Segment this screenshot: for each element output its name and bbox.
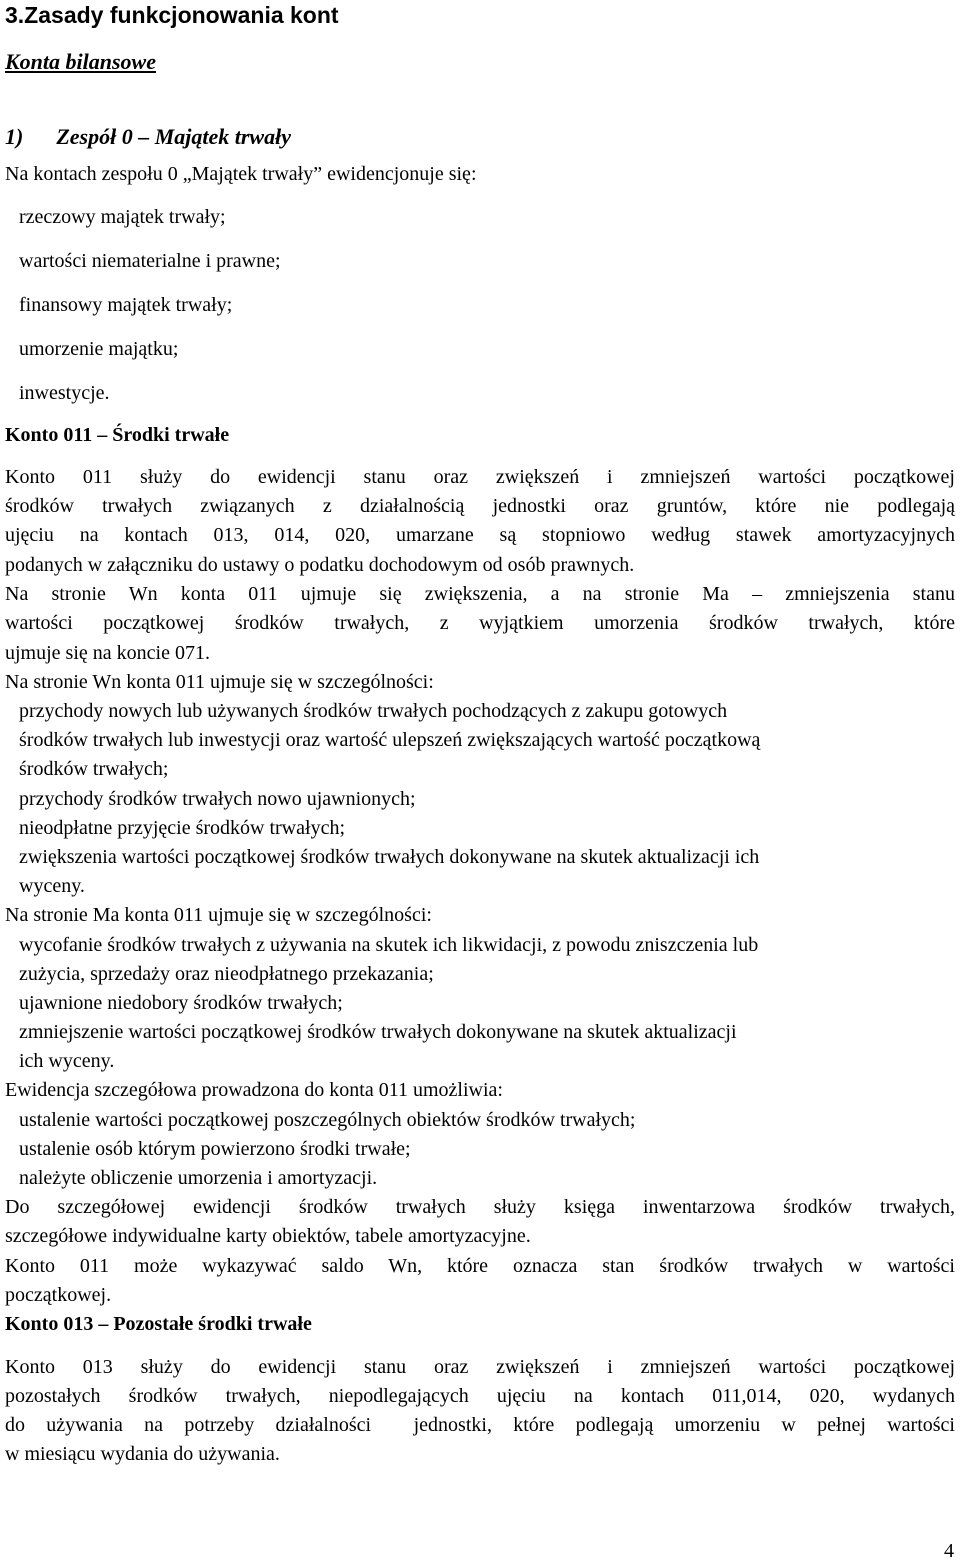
detail-item: należyte obliczenie umorzenia i amortyzacji.	[19, 1167, 378, 1189]
konto-013-heading: Konto 013 – Pozostałe środki trwałe	[5, 1313, 312, 1335]
wn-item: środków trwałych lub inwestycji oraz wartość ulepszeń zwiększających wartość początkową	[19, 729, 761, 751]
konto-013-p1-line: w miesiącu wydania do używania.	[5, 1443, 280, 1465]
wn-item: wyceny.	[19, 875, 85, 897]
konto-011-p2-line: wartości początkowej środków trwałych, z wyjątkiem umorzenia środków trwałych, które	[5, 612, 955, 634]
intro-text: Na kontach zespołu 0 „Majątek trwały” ewidencjonuje się:	[5, 163, 477, 185]
konto-011-p1-line: Konto 011 służy do ewidencji stanu oraz zwiększeń i zmniejszeń wartości początkowej	[5, 466, 955, 488]
konto-011-p1-line: ujęciu na kontach 013, 014, 020, umarzane są stopniowo według stawek amortyzacyjnych	[5, 524, 955, 546]
page-number: 4	[944, 1540, 954, 1562]
ma-item: wycofanie środków trwałych z używania na skutek ich likwidacji, z powodu zniszczenia lub	[19, 934, 759, 956]
konto-013-p1-line: pozostałych środków trwałych, niepodlegających ujęciu na kontach 011,014, 020, wydanych	[5, 1385, 955, 1407]
intro-item: inwestycje.	[19, 382, 110, 404]
konto-011-p2-line: Na stronie Wn konta 011 ujmuje się zwiększenia, a na stronie Ma – zmniejszenia stanu	[5, 583, 955, 605]
ma-item: zmniejszenie wartości początkowej środków trwałych dokonywane na skutek aktualizacji	[19, 1021, 737, 1043]
detail-intro: Ewidencja szczegółowa prowadzona do konta 011 umożliwia:	[5, 1079, 503, 1101]
konto-011-p3-line: Do szczegółowej ewidencji środków trwałych służy księga inwentarzowa środków trwałych,	[5, 1196, 955, 1218]
konto-011-p3-line: szczegółowe indywidualne karty obiektów, tabele amortyzacyjne.	[5, 1225, 531, 1247]
konto-011-p4-line: początkowej.	[5, 1284, 112, 1306]
wn-item: przychody środków trwałych nowo ujawnionych;	[19, 788, 416, 810]
group-heading: 1) Zespół 0 – Majątek trwały	[5, 124, 291, 149]
intro-item: wartości niematerialne i prawne;	[19, 250, 281, 272]
detail-item: ustalenie wartości początkowej poszczególnych obiektów środków trwałych;	[19, 1109, 636, 1131]
wn-item: nieodpłatne przyjęcie środków trwałych;	[19, 817, 345, 839]
wn-item: przychody nowych lub używanych środków trwałych pochodzących z zakupu gotowych	[19, 700, 728, 722]
ma-item: ujawnione niedobory środków trwałych;	[19, 992, 343, 1014]
konto-013-p1-line: Konto 013 służy do ewidencji stanu oraz zwiększeń i zmniejszeń wartości początkowej	[5, 1356, 955, 1378]
intro-item: rzeczowy majątek trwały;	[19, 206, 226, 228]
konto-013-p1-line: do używania na potrzeby działalności jednostki, które podlegają umorzeniu w pełnej wartości	[5, 1414, 955, 1436]
subsection-title: Konta bilansowe	[5, 49, 156, 74]
ma-item: ich wyceny.	[19, 1050, 115, 1072]
ma-item: zużycia, sprzedaży oraz nieodpłatnego przekazania;	[19, 963, 434, 985]
intro-item: umorzenie majątku;	[19, 338, 179, 360]
wn-item: zwiększenia wartości początkowej środków trwałych dokonywane na skutek aktualizacji ich	[19, 846, 760, 868]
intro-item: finansowy majątek trwały;	[19, 294, 233, 316]
ma-intro: Na stronie Ma konta 011 ujmuje się w szczególności:	[5, 904, 432, 926]
konto-011-heading: Konto 011 – Środki trwałe	[5, 424, 230, 446]
konto-011-p1-line: środków trwałych związanych z działalnością jednostki oraz gruntów, które nie podlegają	[5, 495, 955, 517]
konto-011-p2-line: ujmuje się na koncie 071.	[5, 642, 210, 664]
konto-011-p1-line: podanych w załączniku do ustawy o podatku dochodowym od osób prawnych.	[5, 554, 635, 576]
wn-intro: Na stronie Wn konta 011 ujmuje się w szczególności:	[5, 671, 434, 693]
detail-item: ustalenie osób którym powierzono środki trwałe;	[19, 1138, 411, 1160]
section-title: 3.Zasady funkcjonowania kont	[5, 2, 339, 28]
wn-item: środków trwałych;	[19, 758, 169, 780]
konto-011-p4-line: Konto 011 może wykazywać saldo Wn, które oznacza stan środków trwałych w wartości	[5, 1255, 955, 1277]
